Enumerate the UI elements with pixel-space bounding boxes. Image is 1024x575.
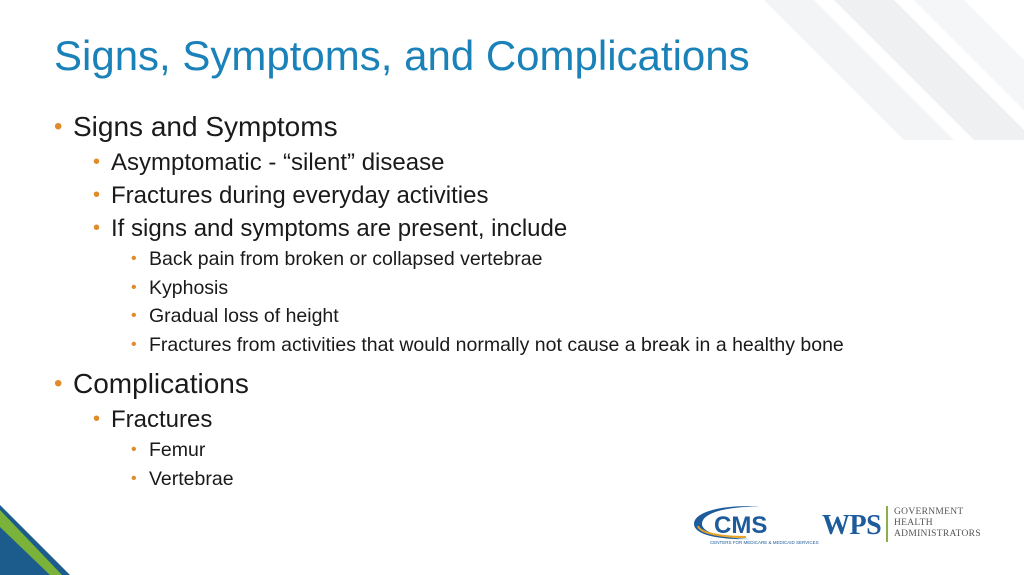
list-item <box>131 331 984 360</box>
sub-list <box>93 403 984 493</box>
list-item-text: Fractures from activities that would normally not cause a break in a healthy bone <box>149 333 844 356</box>
slide-title: Signs, Symptoms, and Complications <box>54 32 750 79</box>
sub-sub-list <box>131 245 984 359</box>
list-item <box>93 212 984 359</box>
list-item <box>131 274 984 303</box>
section-heading: Complications <box>73 368 249 399</box>
sub-sub-list <box>131 436 984 493</box>
list-item <box>131 302 984 331</box>
bullet-icon: • <box>93 184 101 206</box>
slide-content <box>54 108 984 493</box>
wps-subtitle-line: GOVERNMENT <box>894 507 964 517</box>
cms-logo-text: CMS <box>714 512 768 539</box>
list-item <box>131 465 984 494</box>
bullet-icon: • <box>93 408 101 430</box>
bullet-icon: • <box>131 335 137 353</box>
wps-divider <box>886 506 888 542</box>
cms-logo-subtext: CENTERS FOR MEDICARE & MEDICAID SERVICES <box>710 540 819 545</box>
wps-subtitle <box>894 507 981 540</box>
list-item <box>131 245 984 274</box>
footer-logos <box>690 500 1000 550</box>
bullet-icon: • <box>131 307 137 324</box>
list-item <box>93 403 984 493</box>
list-item-text: Kyphosis <box>149 276 229 299</box>
bullet-icon: • <box>131 469 137 487</box>
bullet-list <box>54 108 984 493</box>
cms-logo <box>690 502 819 546</box>
list-item-text: Vertebrae <box>149 467 234 490</box>
bullet-icon: • <box>93 217 101 239</box>
bullet-icon: • <box>131 278 137 296</box>
list-item-text: Back pain from broken or collapsed vertebrae <box>149 248 543 270</box>
list-item-text: Fractures <box>111 406 213 433</box>
corner-accent <box>0 505 70 575</box>
list-item-text: Gradual loss of height <box>149 305 339 327</box>
list-item-text: Femur <box>149 439 206 461</box>
bullet-icon: • <box>54 113 63 140</box>
wps-subtitle-line: ADMINISTRATORS <box>894 529 981 539</box>
bullet-icon: • <box>93 151 101 173</box>
bullet-icon: • <box>54 370 63 397</box>
list-item-text: Fractures during everyday activities <box>111 182 489 209</box>
list-item <box>93 179 984 212</box>
list-item <box>93 146 984 179</box>
list-item-text: If signs and symptoms are present, include <box>111 215 568 242</box>
section-signs-symptoms <box>54 108 984 359</box>
list-item <box>131 436 984 465</box>
wps-logo-text: WPS <box>822 510 882 541</box>
wps-logo <box>822 504 992 544</box>
wps-subtitle-line: HEALTH <box>894 518 933 528</box>
list-item-text: Asymptomatic - “silent” disease <box>111 149 445 176</box>
section-complications <box>54 365 984 493</box>
sub-list <box>93 146 984 359</box>
bullet-icon: • <box>131 250 137 267</box>
bullet-icon: • <box>131 441 137 458</box>
section-heading: Signs and Symptoms <box>73 111 338 142</box>
